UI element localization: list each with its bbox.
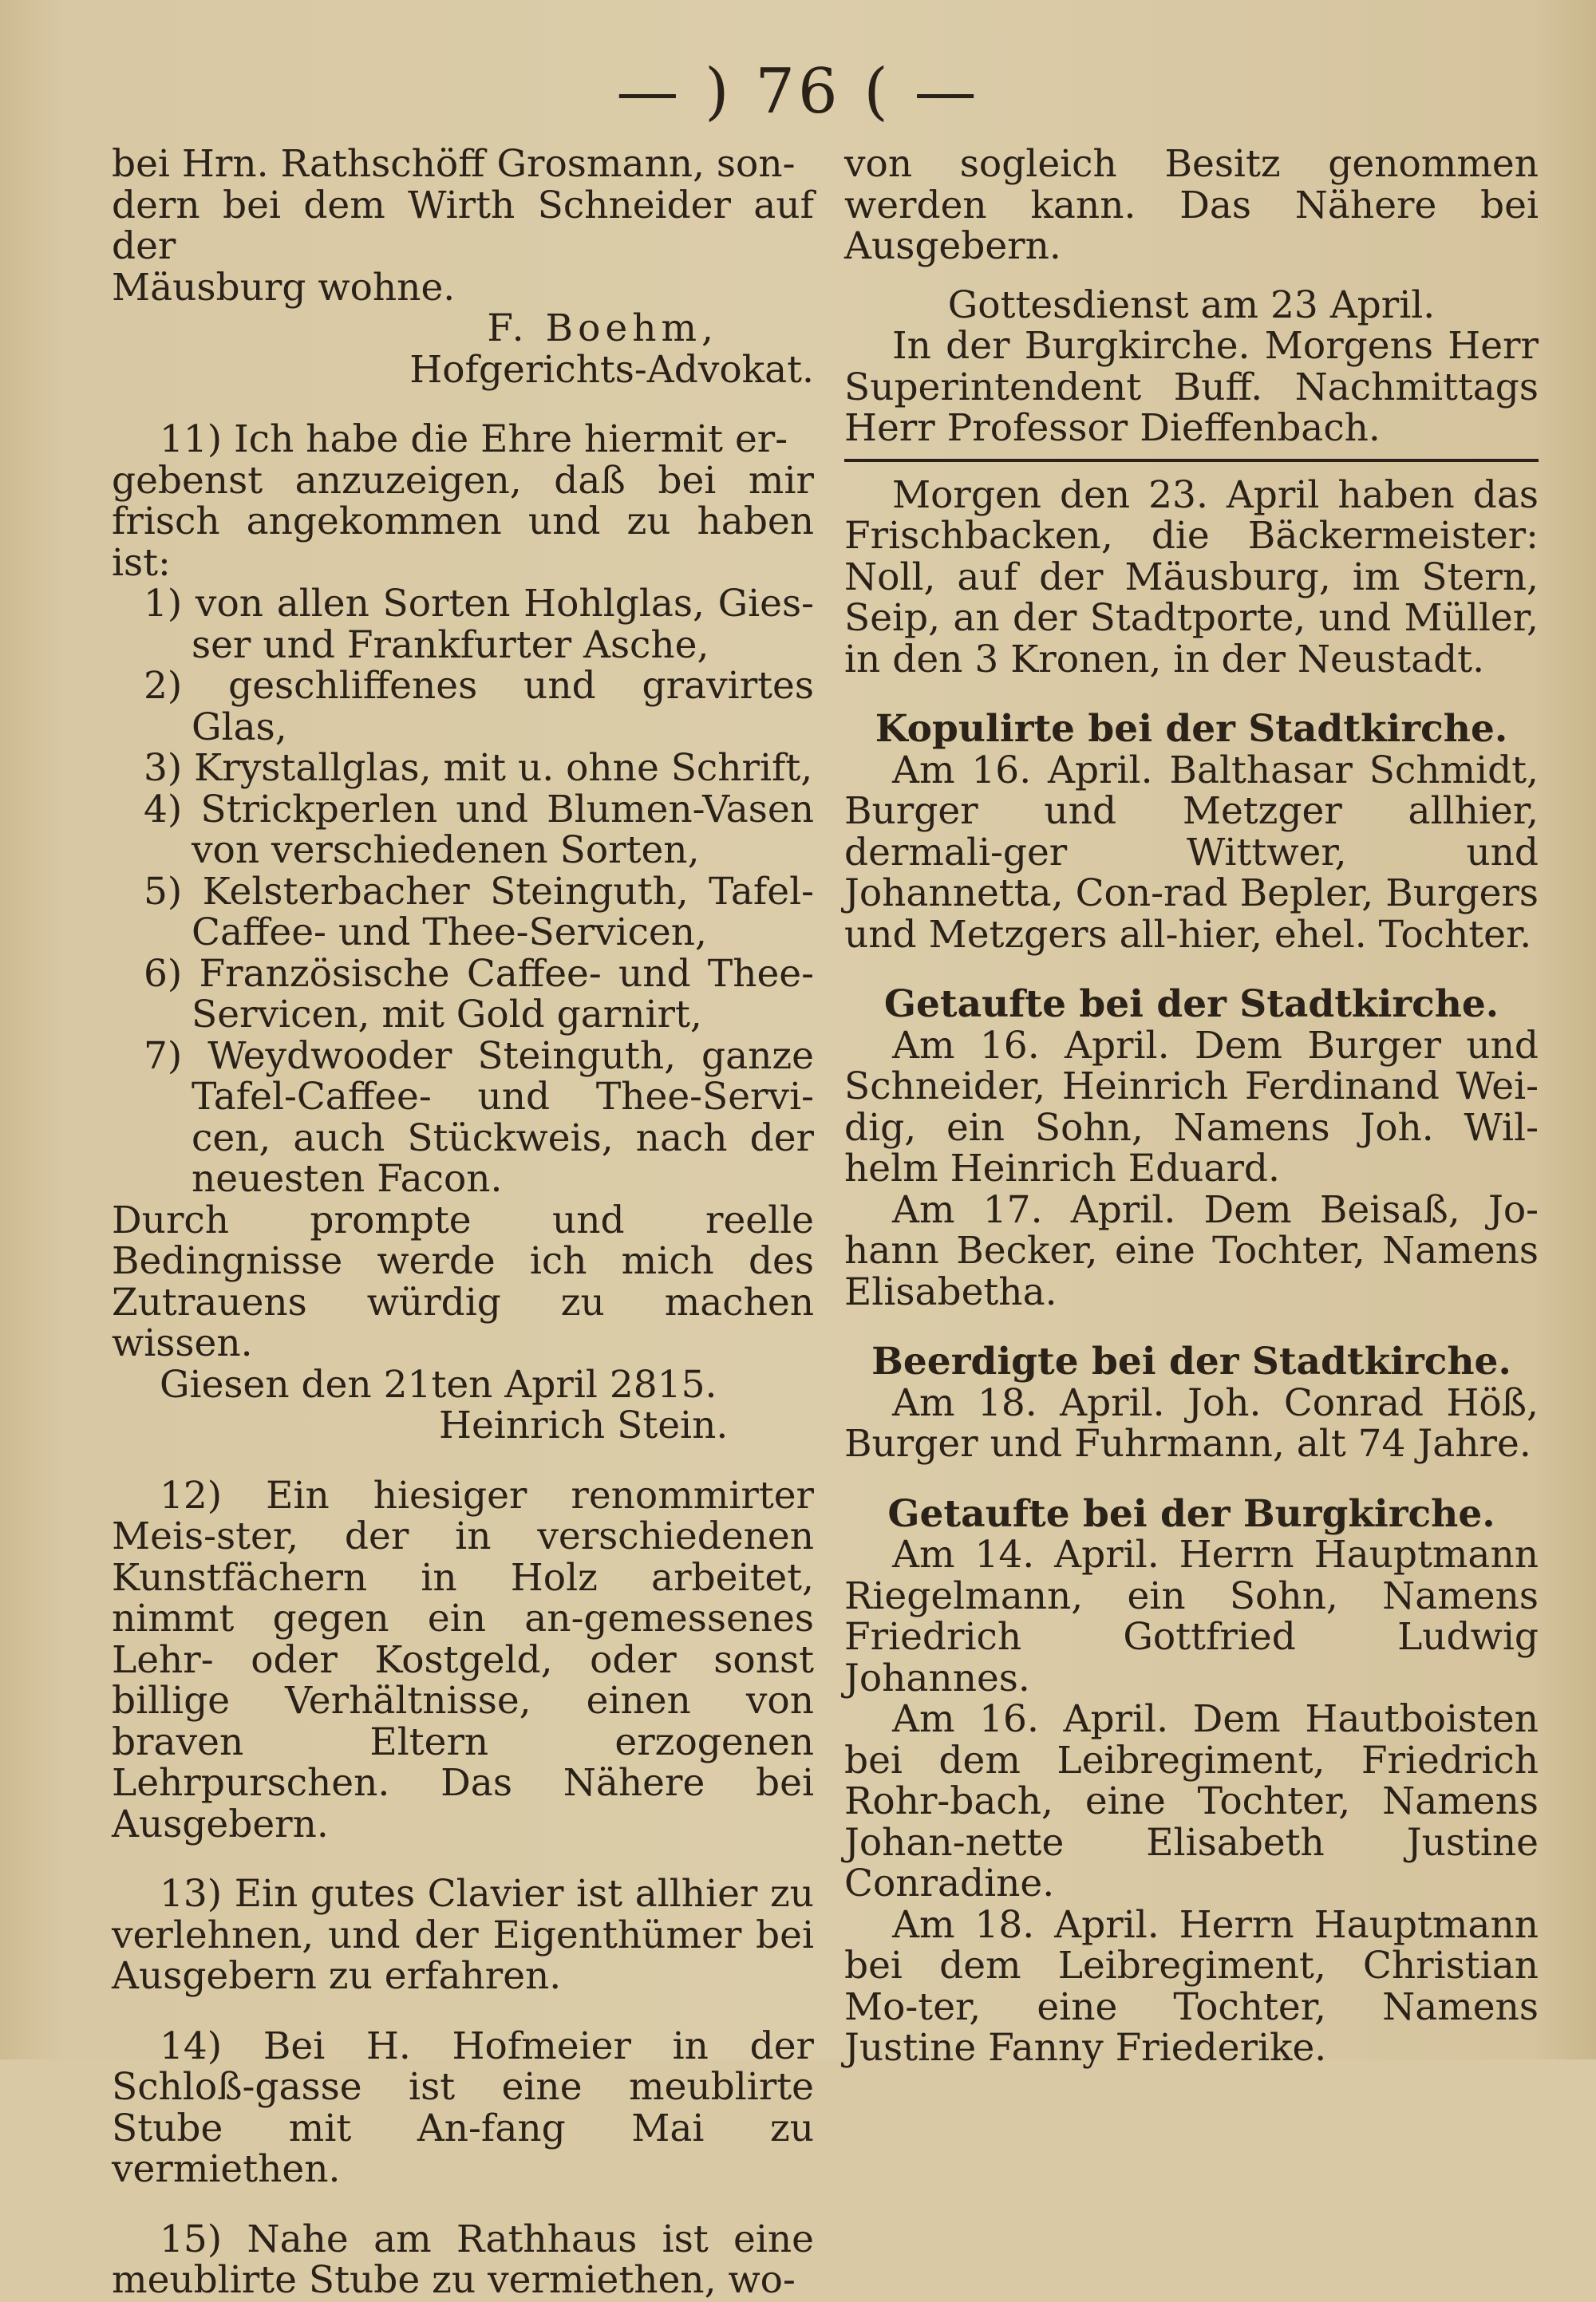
married-heading: Kopulirte bei der Stadtkirche.	[875, 707, 1508, 751]
ad-15: 15) Nahe am Rathhaus ist eine meublirte Stube zu vermiethen, wo-	[112, 2217, 814, 2302]
page-number: — ) 76 ( —	[616, 56, 980, 128]
baptized-castle-entry: Am 16. April. Dem Hautboisten bei dem Leibregiment, Friedrich Rohr-bach, eine Tochter, Namens Johan-nette Elisabeth Justine Conradine.	[844, 1697, 1539, 1905]
baptized-city-entry: Am 16. April. Dem Burger und Schneider, Heinrich Ferdinand Wei-dig, ein Sohn, Namens Joh. Wil-helm Heinrich Eduard.	[844, 1023, 1539, 1190]
ad-12: 12) Ein hiesiger renommirter Meis-ster, der in verschiedenen Kunstfächern in Holz arbeitet, nimmt gegen ein an-gemessenes Lehr- oder Kostgeld, oder sonst billige Verhältnisse, einen von braven Eltern erzogenen Lehrpurschen. Das Nähere bei Ausgebern.	[112, 1473, 814, 1846]
ad-11-signature: Heinrich Stein.	[439, 1404, 729, 1447]
buried-entry: Am 18. April. Joh. Conrad Höß, Burger und Fuhrmann, alt 74 Jahre.	[844, 1380, 1539, 1466]
ad-11-item: 2) geschliffenes und gravirtes Glas,	[144, 664, 814, 749]
signature-boehm-name: F. Boehm,	[487, 306, 718, 350]
ad-11-item: 1) von allen Sorten Hohlglas, Gies-ser und Frankfurter Asche,	[144, 582, 814, 667]
ad-11-item: 3) Krystallglas, mit u. ohne Schrift,	[144, 746, 813, 790]
baptized-city-heading: Getaufte bei der Stadtkirche.	[883, 982, 1499, 1026]
married-entry: Am 16. April. Balthasar Schmidt, Burger und Metzger allhier, dermali-ger Wittwer, und Johannetta, Con-rad Bepler, Burgers und Metzgers all-hier, ehel. Tochter.	[844, 748, 1539, 957]
ad-15-continuation: von sogleich Besitz genommen werden kann. Das Nähere bei Ausgebern.	[844, 142, 1539, 268]
left-column	[112, 144, 814, 2301]
intro-line-3: Mäusburg wohne.	[112, 265, 456, 310]
baptized-castle-entry: Am 14. April. Herrn Hauptmann Riegelmann, ein Sohn, Namens Friedrich Gottfried Ludwig Johannes.	[844, 1533, 1539, 1700]
bakers-notice: Morgen den 23. April haben das Frischbacken, die Bäckermeister: Noll, auf der Mäusburg, im Stern, Seip, an der Stadtporte, und Müller, in den 3 Kronen, in der Neustadt.	[844, 472, 1539, 681]
ad-11-intro: 11) Ich habe die Ehre hiermit er-	[160, 417, 788, 461]
buried-heading: Beerdigte bei der Stadtkirche.	[871, 1340, 1511, 1384]
baptized-castle-entry: Am 18. April. Herrn Hauptmann bei dem Leibregiment, Christian Mo-ter, eine Tochter, Namens Justine Fanny Friederike.	[844, 1902, 1539, 2070]
intro-line-1: bei Hrn. Rathschöff Grosmann, son-	[112, 142, 796, 186]
ad-13: 13) Ein gutes Clavier ist allhier zu verlehnen, und der Eigenthümer bei Ausgebern zu erfahren.	[112, 1872, 814, 1998]
ad-14: 14) Bei H. Hofmeier in der Schloß-gasse ist eine meublirte Stube mit An-fang Mai zu vermiethen.	[112, 2024, 814, 2191]
section-divider	[844, 459, 1539, 462]
intro-line-2: dern bei dem Wirth Schneider auf der	[112, 183, 814, 268]
baptized-castle-heading: Getaufte bei der Burgkirche.	[887, 1491, 1495, 1536]
service-text: In der Burgkirche. Morgens Herr Superintendent Buff. Nachmittags Herr Professor Dieffenbach.	[844, 324, 1539, 450]
ad-11-item: 7) Weydwooder Steinguth, ganze Tafel-Caffee- und Thee-Servi-cen, auch Stückweis, nach der neuesten Facon.	[144, 1033, 814, 1201]
ad-11-item: 6) Französische Caffee- und Thee-Servicen, mit Gold garnirt,	[144, 951, 814, 1036]
ad-11-item: 5) Kelsterbacher Steinguth, Tafel-Caffee- und Thee-Servicen,	[144, 869, 814, 954]
service-heading: Gottesdienst am 23 April.	[947, 282, 1436, 327]
signature-boehm-title: Hofgerichts-Advokat.	[409, 347, 814, 392]
right-column	[844, 144, 1539, 2069]
baptized-city-entry: Am 17. April. Dem Beisaß, Jo-hann Becker, eine Tochter, Namens Elisabetha.	[844, 1187, 1539, 1314]
ad-11-closing: Durch prompte und reelle Bedingnisse werde ich mich des Zutrauens würdig zu machen wissen.	[112, 1198, 814, 1365]
ad-11-item: 4) Strickperlen und Blumen-Vasen von verschiedenen Sorten,	[144, 787, 814, 872]
ad-11-place-date: Giesen den 21ten April 2815.	[160, 1362, 717, 1407]
ad-11-intro-rest: gebenst anzuzeigen, daß bei mir frisch angekommen und zu haben ist:	[112, 458, 814, 585]
